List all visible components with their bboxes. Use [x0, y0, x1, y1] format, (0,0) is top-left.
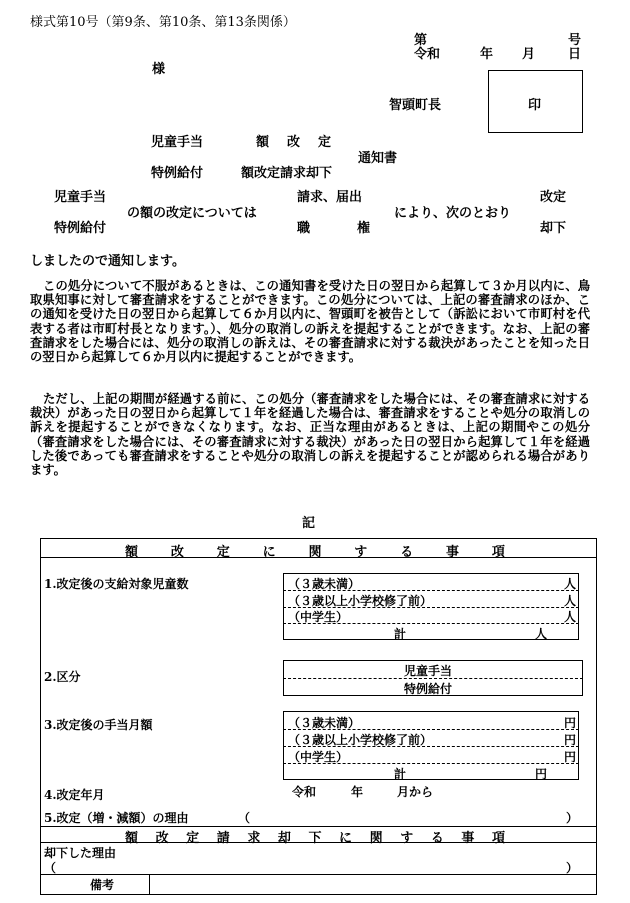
title-mid-b: 改: [287, 135, 301, 150]
item5-label: 5.改定（増・減額）の理由: [44, 811, 189, 825]
clause-request-a: 職: [297, 221, 311, 236]
clause-request-b: 権: [357, 221, 371, 236]
item1-total-unit: 人: [535, 627, 548, 641]
seal-mark: 印: [528, 98, 542, 113]
item1-row1-label: （３歳未満）: [288, 577, 361, 591]
rejection-close-paren: ）: [566, 861, 579, 875]
item4-year: 年: [351, 785, 364, 799]
item3-row1-unit: 円: [564, 716, 577, 730]
item3-row2-unit: 円: [564, 733, 577, 747]
item3-row3-label: （中学生）: [288, 750, 349, 764]
item3-label: 3.改定後の手当月額: [44, 718, 153, 732]
clause-kind-bottom: 特例給付: [54, 221, 107, 236]
item1-row1-unit: 人: [564, 577, 577, 591]
doc-no-prefix: 第: [414, 33, 428, 48]
item3-row3-unit: 円: [564, 750, 577, 764]
title-mid-bottom: 額改定請求却下: [241, 166, 333, 181]
item2-label: 2.区分: [44, 670, 81, 684]
item2-option-1: 児童手当: [404, 664, 453, 678]
title-kind-top: 児童手当: [151, 135, 204, 150]
rejection-open-paren: （: [44, 861, 57, 875]
clause-kind-top: 児童手当: [54, 190, 107, 205]
item2-option-2: 特例給付: [404, 682, 453, 696]
item3-total-label: 計: [394, 767, 407, 781]
notice-line: しましたので通知します。: [30, 254, 185, 269]
date-month: 月: [522, 47, 536, 62]
item4-month: 月から: [397, 785, 434, 799]
item1-row2-label: （３歳以上小学校修了前）: [288, 594, 433, 608]
ki-mark: 記: [302, 516, 316, 531]
item3-row1-label: （３歳未満）: [288, 716, 361, 730]
item5-close-paren: ）: [566, 811, 579, 825]
doc-no-suffix: 号: [568, 33, 582, 48]
recipient-suffix: 様: [152, 62, 166, 77]
item1-row2-unit: 人: [564, 594, 577, 608]
clause-result-bottom: 却下: [540, 221, 567, 236]
title-mid-a: 額: [256, 135, 270, 150]
remarks-label: 備考: [90, 878, 115, 892]
clause-by: により、次のとおり: [394, 206, 512, 221]
appeal-paragraph-1: この処分について不服があるときは、この通知書を受けた日の翌日から起算して３か月以内に、鳥取県知事に対して審査請求をすることができます。この処分については、上記の審査請求のほか、この通知を受けた日の翌日から起算して６か月以内に、智頭町を被告として（訴訟において市町村を代表する者は市町村長となります。）、処分の取消しの訴えを提起することができます。なお、上記の審査請求をした場合には、処分の取消しの訴えは、その審査請求に対する裁決があったことを知った日の翌日から起算して６か月以内に提起することができます。: [30, 278, 590, 365]
item1-row3-unit: 人: [564, 610, 577, 624]
date-era: 令和: [414, 47, 441, 62]
item1-total-label: 計: [394, 627, 407, 641]
item4-era: 令和: [292, 785, 317, 799]
item3-total-unit: 円: [535, 767, 548, 781]
rejection-label: 却下した理由: [44, 846, 117, 860]
clause-result-top: 改定: [540, 190, 567, 205]
date-year: 年: [480, 47, 494, 62]
appeal-paragraph-2: ただし、上記の期間が経過する前に、この処分（審査請求をした場合には、その審査請求に対する裁決）があった日の翌日から起算して１年を経過した場合は、審査請求をすることや処分の取消しの訴えを提起することができなくなります。なお、正当な理由があるときは、上記の期間やこの処分（審査請求をした場合には、その審査請求に対する裁決）があった日の翌日から起算して１年を経過した後であっても審査請求をすることや処分の取消しの訴えを提起することが認められる場合があります。: [30, 391, 590, 478]
clause-subject: の額の改定については: [127, 206, 257, 221]
title-kind-bottom: 特例給付: [151, 166, 204, 181]
title-mid-c: 定: [318, 135, 332, 150]
date-day: 日: [568, 47, 582, 62]
item3-row2-label: （３歳以上小学校修了前）: [288, 733, 433, 747]
section2-header: 額 改 定 請 求 却 下 に 関 す る 事 項: [125, 831, 505, 846]
item5-open-paren: （: [238, 811, 251, 825]
section1-header: 額 改 定 に 関 す る 事 項: [125, 545, 505, 560]
clause-request-top: 請求、届出: [297, 190, 363, 205]
form-id: 様式第10号（第9条、第10条、第13条関係）: [30, 15, 296, 30]
item4-label: 4.改定年月: [44, 788, 105, 802]
item1-label: 1.改定後の支給対象児童数: [44, 577, 189, 591]
item1-row3-label: （中学生）: [288, 610, 349, 624]
title-notice: 通知書: [358, 151, 398, 166]
issuer-name: 智頭町長: [389, 98, 442, 113]
